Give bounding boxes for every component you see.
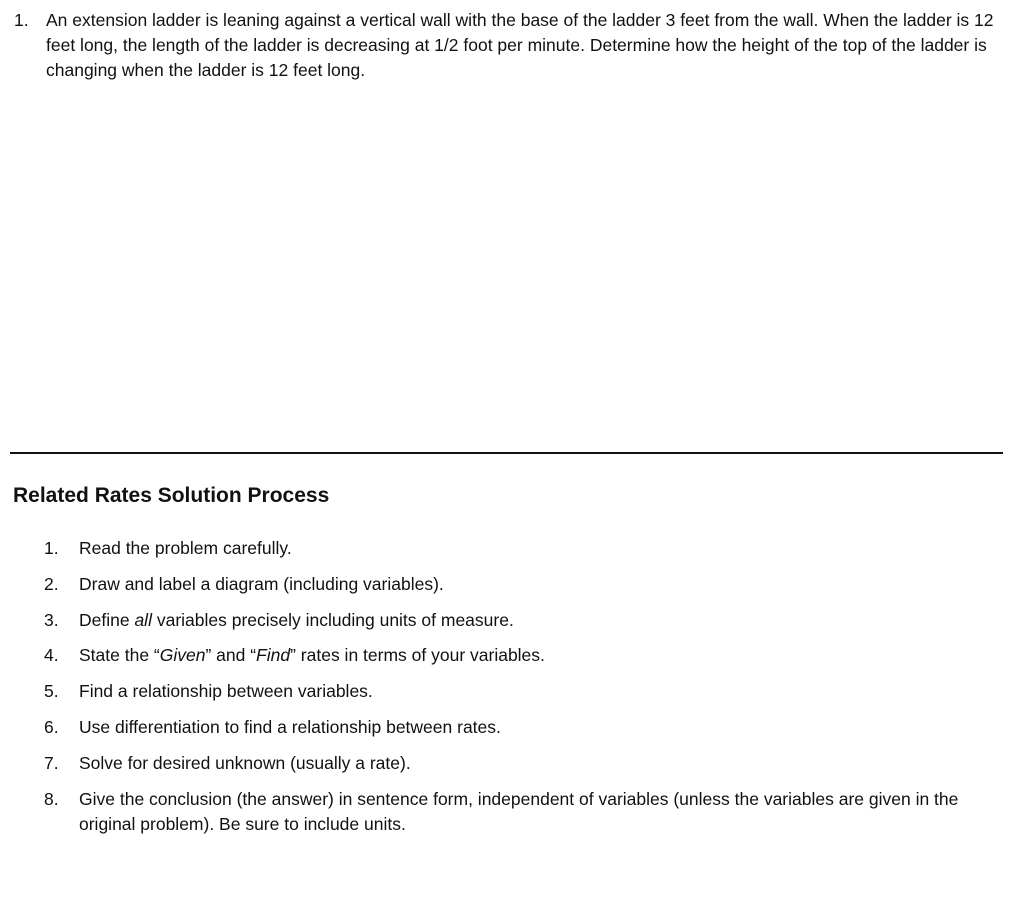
step-number: 1. (44, 538, 59, 558)
step-number: 6. (44, 716, 59, 737)
list-item (44, 643, 994, 679)
section-title: Related Rates Solution Process (13, 484, 330, 507)
step-text: Read the problem carefully. (79, 538, 292, 558)
step-text-part: Define (79, 609, 135, 630)
list-item (44, 536, 994, 572)
step-text-part: variables precisely including units of measure. (151, 609, 514, 630)
step-text-part: ” rates in terms of your variables. (290, 645, 545, 666)
step-text: Use differentiation to find a relationship between rates. (79, 716, 501, 737)
problem-number: 1. (14, 10, 29, 30)
section-divider (10, 452, 1003, 454)
step-text: Solve for desired unknown (usually a rate). (79, 752, 411, 773)
step-emphasis: all (134, 609, 152, 630)
problem-text: An extension ladder is leaning against a vertical wall with the base of the ladder 3 feet from the wall. When the ladder is 12 feet long, the length of the ladder is decreasing at 1/2 foot per minute. Determine how the height of the top of the ladder is changing when the ladder is 12 feet long. (46, 10, 994, 80)
step-text: Find a relationship between variables. (79, 681, 373, 702)
step-text (79, 643, 994, 679)
list-item (44, 679, 994, 715)
list-item (44, 608, 994, 644)
step-number: 5. (44, 681, 59, 702)
list-item (44, 572, 994, 608)
step-number: 4. (44, 645, 59, 666)
step-number: 7. (44, 752, 59, 773)
step-text-part: ” and “ (205, 645, 257, 666)
step-emphasis: Given (159, 645, 206, 666)
step-text: Give the conclusion (the answer) in sentence form, independent of variables (unless the variables are given in the original problem). Be sure to include units. (79, 788, 959, 834)
step-number: 2. (44, 573, 59, 594)
problem-statement (14, 8, 1004, 83)
list-item (44, 787, 994, 837)
step-text (79, 608, 994, 644)
list-item (44, 751, 994, 787)
step-emphasis: Find (256, 645, 291, 666)
list-item (44, 715, 994, 751)
step-number: 8. (44, 788, 59, 809)
step-text-part: State the “ (79, 645, 160, 666)
step-text: Draw and label a diagram (including variables). (79, 573, 444, 594)
steps-list (44, 536, 994, 837)
step-number: 3. (44, 609, 59, 630)
